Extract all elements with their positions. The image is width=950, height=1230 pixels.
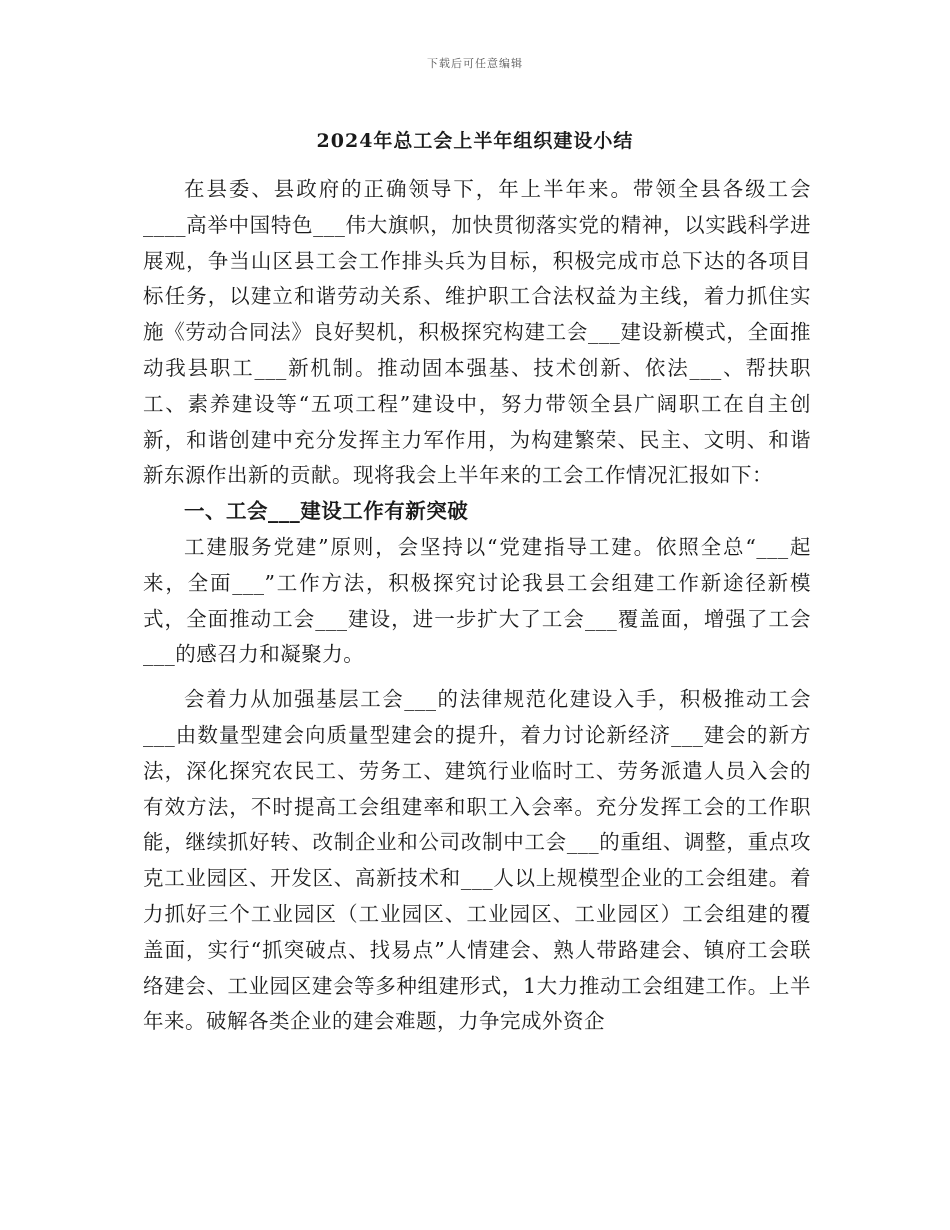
section-heading-1: 一、工会___建设工作有新突破 (184, 499, 469, 524)
intro-paragraph: 在县委、县政府的正确领导下，年上半年来。带领全县各级工会____高举中国特色___伟大旗帜，加快贯彻落实党的精神，以实践科学进展观，争当山区县工会工作排头兵为目标，积极完成市总下达的各项目标任务，以建立和谐劳动关系、维护职工合法权益为主线，着力抓住实施《劳动合同法》良好契机，积极探究构建工会___建设新模式，全面推动我县职工___新机制。推动固本强基、技术创新、依法___、帮扶职工、素养建设等“五项工程”建设中，努力带领全县广阔职工在自主创新，和谐创建中充分发挥主力军作用，为构建繁荣、民主、文明、和谐新东源作出新的贡献。现将我会上半年来的工会工作情况汇报如下： (143, 177, 811, 488)
section1-paragraph-2: 会着力从加强基层工会___的法律规范化建设入手，积极推动工会___由数量型建会向质量型建会的提升，着力讨论新经济___建会的新方法，深化探究农民工、劳务工、建筑行业临时工、劳务派遣人员入会的有效方法，不时提高工会组建率和职工入会率。充分发挥工会的工作职能，继续抓好转、改制企业和公司改制中工会___的重组、调整，重点攻克工业园区、开发区、高新技术和___人以上规模型企业的工会组建。着力抓好三个工业园区（工业园区、工业园区、工业园区）工会组建的覆盖面，实行“抓突破点、找易点”人情建会、熟人带路建会、镇府工会联络建会、工业园区建会等多种组建形式，1大力推动工会组建工作。上半年来。破解各类企业的建会难题，力争完成外资企 (143, 687, 811, 1034)
header-note: 下载后可任意编辑 (427, 57, 523, 70)
document-title: 2024年总工会上半年组织建设小结 (316, 130, 634, 152)
document-body (143, 172, 811, 1040)
section1-paragraph-1: 工建服务党建”原则，会坚持以“党建指导工建。依照全总“___起来，全面___”工作方法，积极探究讨论我县工会组建工作新途径新模式，全面推动工会___建设，进一步扩大了工会___覆盖面，增强了工会___的感召力和凝聚力。 (143, 534, 811, 667)
